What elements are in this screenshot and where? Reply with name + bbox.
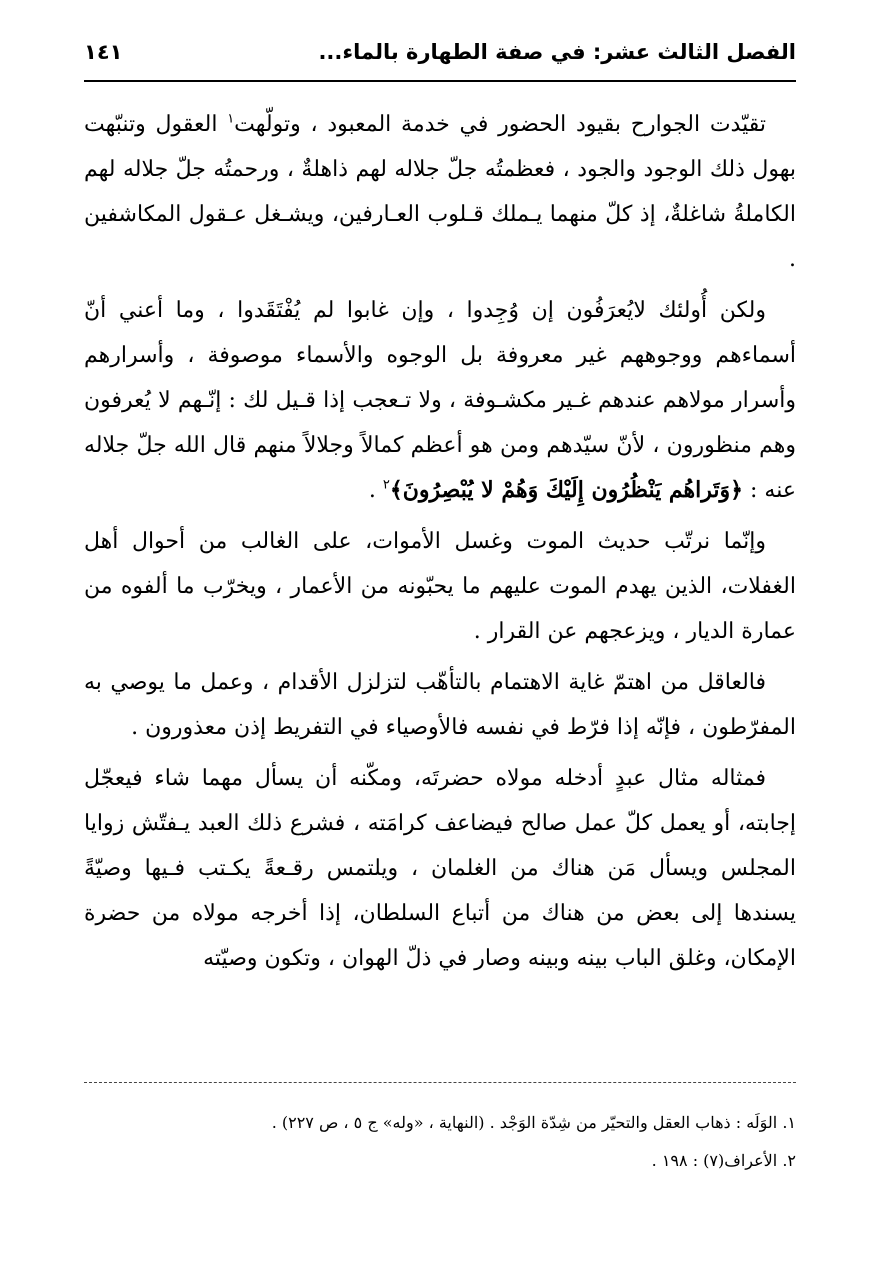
paragraph-text: العقول وتنبّهت بهول ذلك الوجود والجود ، فعظمتُه جلّ جلاله لهم ذاهلةٌ ، ورحمتُه جلّ جلاله لهم الكاملةُ شاغلةٌ، إذ كلّ منهما يـملك قـلوب العـارفين، ويشـغل عـقول المكاشفين . [84,112,796,272]
paragraph-5 [84,756,796,981]
footnote-2: ٢. الأعراف(٧) : ١٩٨ . [651,1151,796,1170]
footnotes [84,1104,796,1180]
paragraph-4 [84,660,796,750]
footnote-1: ١. الوَلَه : ذهاب العقل والتحيّر من شِدّة الوَجْد . (النهاية ، «وله» ج ٥ ، ص ٢٢٧) . [271,1113,796,1132]
paragraph-3 [84,519,796,654]
paragraph-text: فالعاقل من اهتمّ غاية الاهتمام بالتأهّب لتزلزل الأقدام ، وعمل ما يوصي به المفرّطون ، فإنّه إذا فرّط في نفسه فالأوصياء في التفريط إذن معذورون . [84,670,796,740]
chapter-title: الفصل الثالث عشر: في صفة الطهارة بالماء... [318,40,796,64]
footnote-ref-2: ٢ [382,477,390,493]
quran-quote: ﴿وَتَراهُم يَنْظُرُون إِلَيْكَ وَهُمْ لا يُبْصِرُونَ﴾ [389,477,744,503]
footnote-divider [84,1082,796,1083]
running-header [84,34,796,76]
footnote-ref-1: ١ [227,111,235,127]
paragraph-1 [84,102,796,282]
paragraph-2 [84,288,796,513]
paragraph-text: فمثاله مثال عبدٍ أدخله مولاه حضرتَه، ومكّنه أن يسأل مهما شاء فيعجّل إجابته، أو يعمل كلّ عمل صالح فيضاعف كرامَته ، فشرع ذلك العبد يـفتّش زوايا المجلس ويسأل مَن هناك من الغلمان ، ويلتمس رقـعةً يكـتب فـيها وصيّةً يسندها إلى بعض من هناك من أتباع السلطان، إذا أخرجه مولاه من حضرة الإمكان، وغلق الباب بينه وبينه وصار في ذلّ الهوان ، وتكون وصيّته [84,766,796,971]
header-divider [84,80,796,82]
main-text [84,102,796,987]
paragraph-text: وإنّما نرتّب حديث الموت وغسل الأموات، على الغالب من أحوال أهل الغفلات، الذين يهدم الموت عليهم ما يحبّونه من الأعمار ، ويخرّب ما ألفوه من عمارة الديار ، ويزعجهم عن القرار . [84,529,796,644]
paragraph-text: . [368,478,383,503]
page-number: ١٤١ [84,40,123,64]
paragraph-text: ولكن أُولئك لايُعرَفُون إن وُجِدوا ، وإن غابوا لم يُفْتَقَدوا ، وما أعني أنّ أسماءهم ووجوههم غير معروفة بل الوجوه والأسماء موصوفة ، وأسرارهم وأسرار مولاهم عندهم غـير مكشـوفة ، ولا تـعجب إذا قـيل لك : إنّـهم لا يُعرفون وهم منظورون ، لأنّ سيّدهم ومن هو أعظم كمالاً وجلالاً منهم قال الله جلّ جلاله عنه : [84,298,796,503]
paragraph-text: تقيّدت الجوارح بقيود الحضور في خدمة المعبود ، وتولّهت [234,112,766,137]
